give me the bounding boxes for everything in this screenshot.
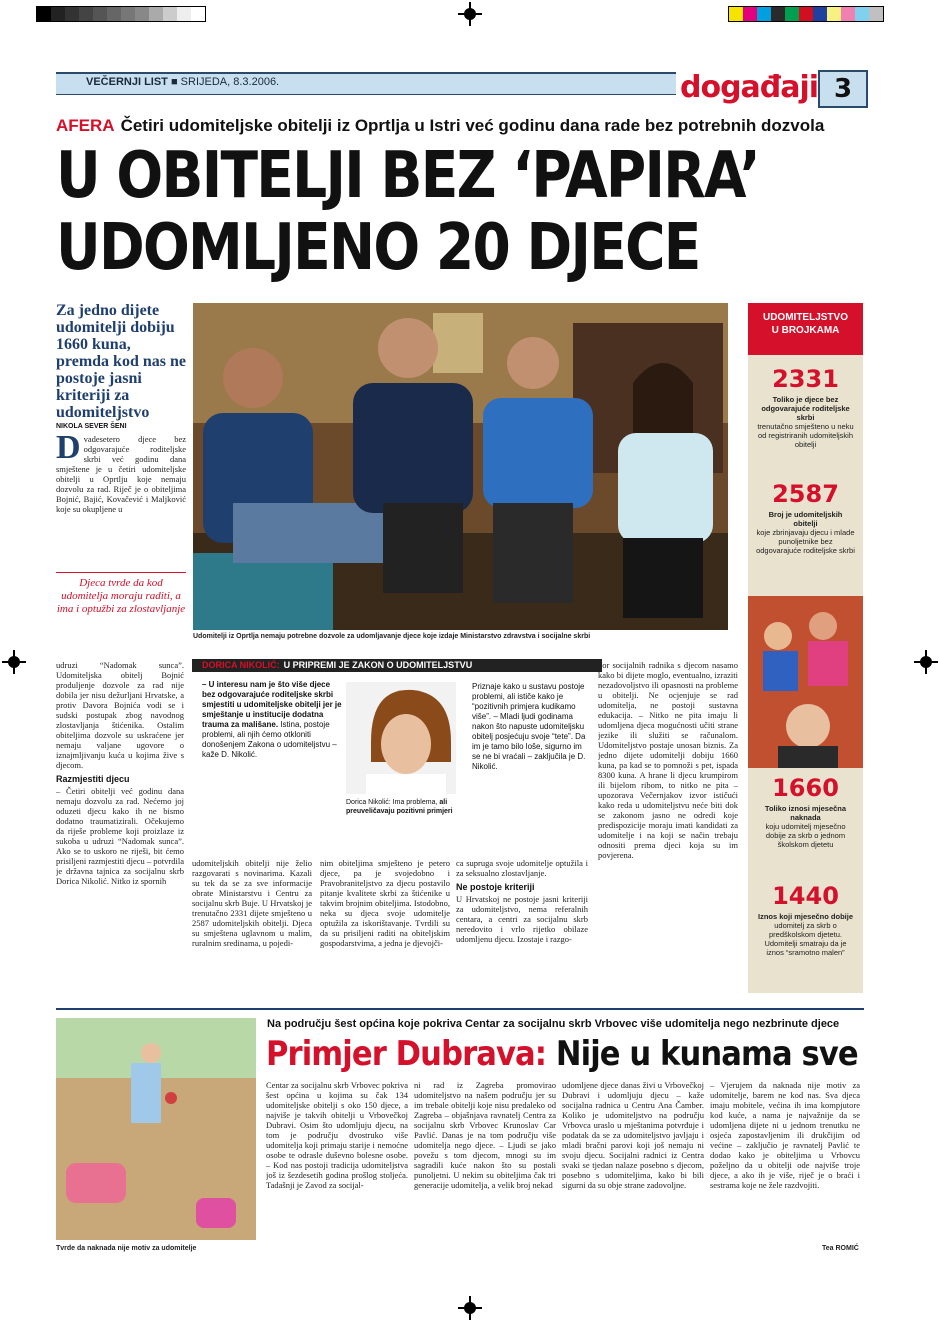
- byline: NIKOLA SEVER ŠENI: [56, 423, 127, 430]
- interview-name: DORICA NIKOLIĆ:: [202, 660, 280, 670]
- stat-number: 1440: [772, 882, 839, 910]
- main-photo-caption: Udomitelji iz Oprtlja nemaju potrebne dozvole za udomljavanje djece koje izdaje Ministarstvo zdravstva i socijalne skrbi: [193, 633, 591, 640]
- second-col-2: ni rad iz Zagreba promovirao udomiteljstvo na našem području jer su im trebale obitelji koje nisu predaleko od Zagreba – objašnjava ravnatelj Centra za socijalnu skrb Vrbovec Krunoslav Car Pavlić. Danas je na tom području više udomitelja nego djece. – Ljudi se jako povežu s tom djecom, mnogi su im sagradili kuće nakon što su postali punoljetni. U nekim su obiteljima čak tri generacije udomitelja, a velik broj nekad: [414, 1080, 556, 1190]
- registration-cross-top: [464, 8, 476, 20]
- pull-quote: Djeca tvrde da kod udomitelja moraju raditi, a ima i optužbi za zlostavljanje: [56, 572, 186, 616]
- section-title: događaji: [680, 70, 819, 105]
- stat-label-bold: Toliko iznosi mjesečna naknada: [764, 804, 847, 822]
- dorica-nikolic-portrait: [346, 682, 456, 794]
- stat-number: 1660: [772, 774, 839, 802]
- headline-black-part: Nije u kunama sve: [555, 1034, 858, 1074]
- stat-item: [748, 882, 863, 959]
- stat-item: [748, 774, 863, 851]
- body-column-2: udomiteljskih obitelji nije želio razgovarati s novinarima. Kazali su tek da se za sve informacije obrate Ministarstvu i Centru za socijalnu skrb Buje. U Hrvatskoj je trenutačno 2331 dijete smješteno u 2587 udomiteljskih obitelji. Djeca su smještena uglavnom u malim, ruralnim sredinama, u pojedi-: [192, 858, 312, 948]
- stat-label-bold: Broj je udomiteljskih obitelji: [768, 510, 843, 528]
- sidebar-title: [748, 303, 863, 355]
- color-registration-bar: [728, 6, 884, 22]
- interview-quote-rest: Istina, postoje problemi, ali njih ćemo otkloniti donošenjem Zakona o udomiteljstvu – kaže D. Nikolić.: [202, 720, 337, 759]
- stat-item: [748, 365, 863, 451]
- registration-cross-right: [920, 656, 932, 668]
- second-article-kicker: Na području šest općina koje pokriva Centar za socijalnu skrb Vrbovec više udomitelja nego nezbrinute djece: [267, 1018, 840, 1030]
- headline-red-part: Primjer Dubrava:: [266, 1034, 547, 1074]
- second-col-1: Centar za socijalnu skrb Vrbovec pokriva šest općina u kojima su čak 134 udomiteljske obitelji s oko 150 djece, a najviše je takvih obitelji u Vrbovečkoj Dubravi. Osim što udomljuju djecu, na tom je području dvostruko više udomitelja koji primaju starije i nemoćne osobe te odrasle duševno bolesne osobe. – Kod nas postoji tradicija udomiteljstva još iz šezdesetih godina prošlog stoljeća. Tadašnji je Zavod za socijal-: [266, 1080, 408, 1190]
- kicker-tag: AFERA: [56, 116, 115, 135]
- body-column-1: [56, 434, 186, 566]
- col1-text: vadesetero djece bez odgovarajuće roditeljske skrbi već godinu dana smještene je u četiri udomiteljske obitelji u Oprtlju koje nemaju dozvolu za rad. Riječ je o obiteljima Bojnić, Bajić, Kovačević i Maljković koje su okupljene u: [56, 434, 186, 514]
- col4b-text: U Hrvatskoj ne postoje jasni kriteriji za udomiteljstvo, nema referalnih centara, a centri za socijalnu skrb neredovito i vrlo rijetko obilaze udomljenu djecu. Izostaje i razgo-: [456, 894, 588, 944]
- drop-cap: D: [56, 434, 81, 466]
- sidebar-photo: [748, 596, 863, 768]
- col4-text: ca supruga svoje udomitelje optužila i za seksualno zlostavljanje.: [456, 858, 588, 878]
- issue-date: SRIJEDA, 8.3.2006.: [180, 76, 280, 88]
- stat-label: koje zbrinjavaju djecu i mlade punoljetnike bez odgovarajuće roditeljske skrbi: [756, 528, 855, 555]
- paper-name: VEČERNJI LIST: [86, 76, 168, 88]
- article-deck: Za jedno dijete udomitelji dobiju 1660 kuna, premda kod nas ne postoje jasni kriteriji za udomiteljstvo: [56, 302, 186, 421]
- body-column-4: [456, 858, 588, 998]
- portrait-caption-plain: Dorica Nikolić: Ima problema,: [346, 799, 438, 806]
- article-kicker: [56, 116, 824, 136]
- second-article-author: Tea ROMIĆ: [822, 1245, 859, 1252]
- grayscale-registration-bar: [36, 6, 206, 22]
- subhead-razmjestiti: Razmjestiti djecu: [56, 774, 130, 784]
- stat-number: 2331: [772, 365, 839, 393]
- stat-label-bold: Iznos koji mjesečno dobije: [757, 912, 854, 921]
- kicker-text: Četiri udomiteljske obitelji iz Oprtlja u Istri već godinu dana rade bez potrebnih dozvola: [120, 116, 825, 135]
- portrait-photo: [346, 682, 456, 794]
- stat-label-bold: Toliko je djece bez odgovarajuće roditeljske skrbi: [761, 395, 850, 422]
- stat-label: trenutačno smješteno u neku od registriranih udomiteljskih obitelji: [757, 422, 854, 449]
- children-photo: [748, 596, 863, 768]
- portrait-caption: [346, 798, 461, 816]
- body-column-3: nim obiteljima smješteno je petero djece, pa je svojedobno i Pravobraniteljstvo za djecu postavilo pitanje kvalitete skrbi za štićenike u takvim brojnim obiteljima. Istodobno, neka su djeca svoje udomitelje optužila za iskorištavanje. Tvrdili su da su prisiljeni raditi na obiteljskim gospodarstvima, a jedna je djevojči-: [320, 858, 450, 948]
- headline-line-1: U OBITELJI BEZ ‘PAPIRA’: [56, 139, 759, 213]
- stat-label: koju udomitelj mjesečno dobije za skrb o jednom školskom djetetu: [765, 822, 846, 849]
- stat-item: [748, 480, 863, 557]
- registration-cross-bottom: [464, 1302, 476, 1314]
- foster-parents-photo: [193, 303, 728, 630]
- stat-label: udomitelj za skrb o predškolskom djetetu. Udomitelji smatraju da je iznos “sramotno malen”: [764, 921, 847, 957]
- interview-box-header: [192, 659, 602, 672]
- registration-cross-left: [8, 656, 20, 668]
- col1b-text: udruzi “Nadomak sunca”. Udomiteljska obitelj Bojnić produljenje dozvole za rad nije dobila jer nisu dežurljani Hrvatske, a protiv Davora Bojnića vodi se i sudski postupak zbog navodnog zlostavljanja štićenika. Ostalim obiteljima dozvole su uskraćene jer nemaju valjane ugovore o iznajmljivanju kuća u kojima žive s djecom.: [56, 660, 184, 770]
- main-headline: [56, 140, 761, 284]
- headline-line-2: UDOMLJENO 20 DJECE: [56, 211, 700, 285]
- playroom-photo: [56, 1018, 256, 1240]
- sidebar-title-text: UDOMITELJSTVO U BROJKAMA: [762, 312, 848, 336]
- interview-title: U PRIPREMI JE ZAKON O UDOMITELJSTVU: [283, 660, 473, 670]
- second-article-headline: [266, 1034, 858, 1074]
- stat-number: 2587: [772, 480, 839, 508]
- second-col-4: – Vjerujem da naknada nije motiv za udomitelje, barem ne kod nas. Sva djeca imaju mobitele, većina ih ima kompjutore kod kuće, a nama je najvažnije da se udomljena dijete ni u jednom trenutku ne osjeća zapostavljenim ili drukčijim od većine – zaključio je ravnatelj Pavlić te dodao kako je obiteljima u Vrbovcu poželjno da u obitelji ode najviše troje djece, a ako ih je više, riječ je o braći i sestrama koje ne žele razdvojiti.: [710, 1080, 860, 1190]
- col1c-text: – Četiri obitelji već godinu dana nemaju dozvolu za rad. Nećemo joj oduzeti djecu kako ih ne bismo dodatno traumatizirali. Očekujemo da riješe probleme koji proizlaze iz sukoba u udruzi “Nadomak sunca”. Ako se to uskoro ne riješi, bit ćemo prisiljeni razmjestiti djecu – potvrdila je državna tajnica za socijalnu skrb Dorica Nikolić. Nitko iz spornih: [56, 786, 184, 886]
- main-photo: [193, 303, 728, 630]
- body-column-5: vor socijalnih radnika s djecom nasamo kako bi dijete moglo, eventualno, izraziti nezadovoljstvo ili opasnosti na probleme u obitelji. Ne ocjenjuje se rad udomitelja, ne postoji sustavna edukacija. – Nitko ne pita imaju li udomljena djeca mogućnosti učiti strane jezike ili služiti se računalom. Udomiteljstvo postaje unosan biznis. Za jedno dijete udomitelji dobiju 1660 kuna, pa kad se to pomnoži s pet, ispada 8300 kuna. A hrane li djecu krumpirom ili bijelom ribom, to nitko ne pita – upozorava Večernjakov izvor ističući kako reda u udomiteljstvu neće biti dok se zakonom jasno ne odredi koje predispozicije moraju imati kandidati za udomitelje i na koji se način trebaju odnositi prema djeci koja su im povjerena.: [598, 660, 738, 860]
- page-number: 3: [818, 70, 868, 108]
- portrait-caption-bold: ali preuveličavaju pozitivni primjeri: [346, 799, 453, 815]
- interview-quote-left: [202, 680, 342, 830]
- subhead-kriteriji: Ne postoje kriteriji: [456, 882, 535, 892]
- section-divider: [56, 1008, 864, 1010]
- interview-quote-bold: – U interesu nam je što više djece bez odgovarajuće roditeljske skrbi smjestiti u udomiteljske obitelji jer je smještanje u institucije dodatna trauma za mališane.: [202, 680, 342, 729]
- body-column-1b: [56, 660, 184, 990]
- second-article-photo: [56, 1018, 256, 1240]
- second-col-3: udomljene djece danas živi u Vrbovečkoj Dubravi i udomljuju djecu – kaže socijalna radnica u Centru Ana Čamber. Koliko je udomiteljstvo na području Vrbovca uraslo u mještanima potvrđuje i podatak da se za udomiteljstvo javljaju i mladi bračni parovi koji još nemaju ni svoju djecu. Socijalni radnici iz Centra svaki se tjedan nalaze posebno s djecom, posebno s udomiteljima, kako bi bili sigurni da su obje strane zadovoljne.: [562, 1080, 704, 1190]
- second-photo-caption: Tvrde da naknada nije motiv za udomitelje: [56, 1245, 197, 1252]
- interview-quote-right: Priznaje kako u sustavu postoje problemi, ali ističe kako je “pozitivnih primjera kudikamo više”. – Mladi ljudi godinama nakon što napuste udomiteljsku obitelj posjećuju svoje “tete”. Da im je tamo bilo loše, sigurno im se ne bi vraćali – zaključila je D. Nikolić.: [472, 682, 586, 771]
- page-header-bar: VEČERNJI LIST ■ SRIJEDA, 8.3.2006.: [56, 72, 676, 95]
